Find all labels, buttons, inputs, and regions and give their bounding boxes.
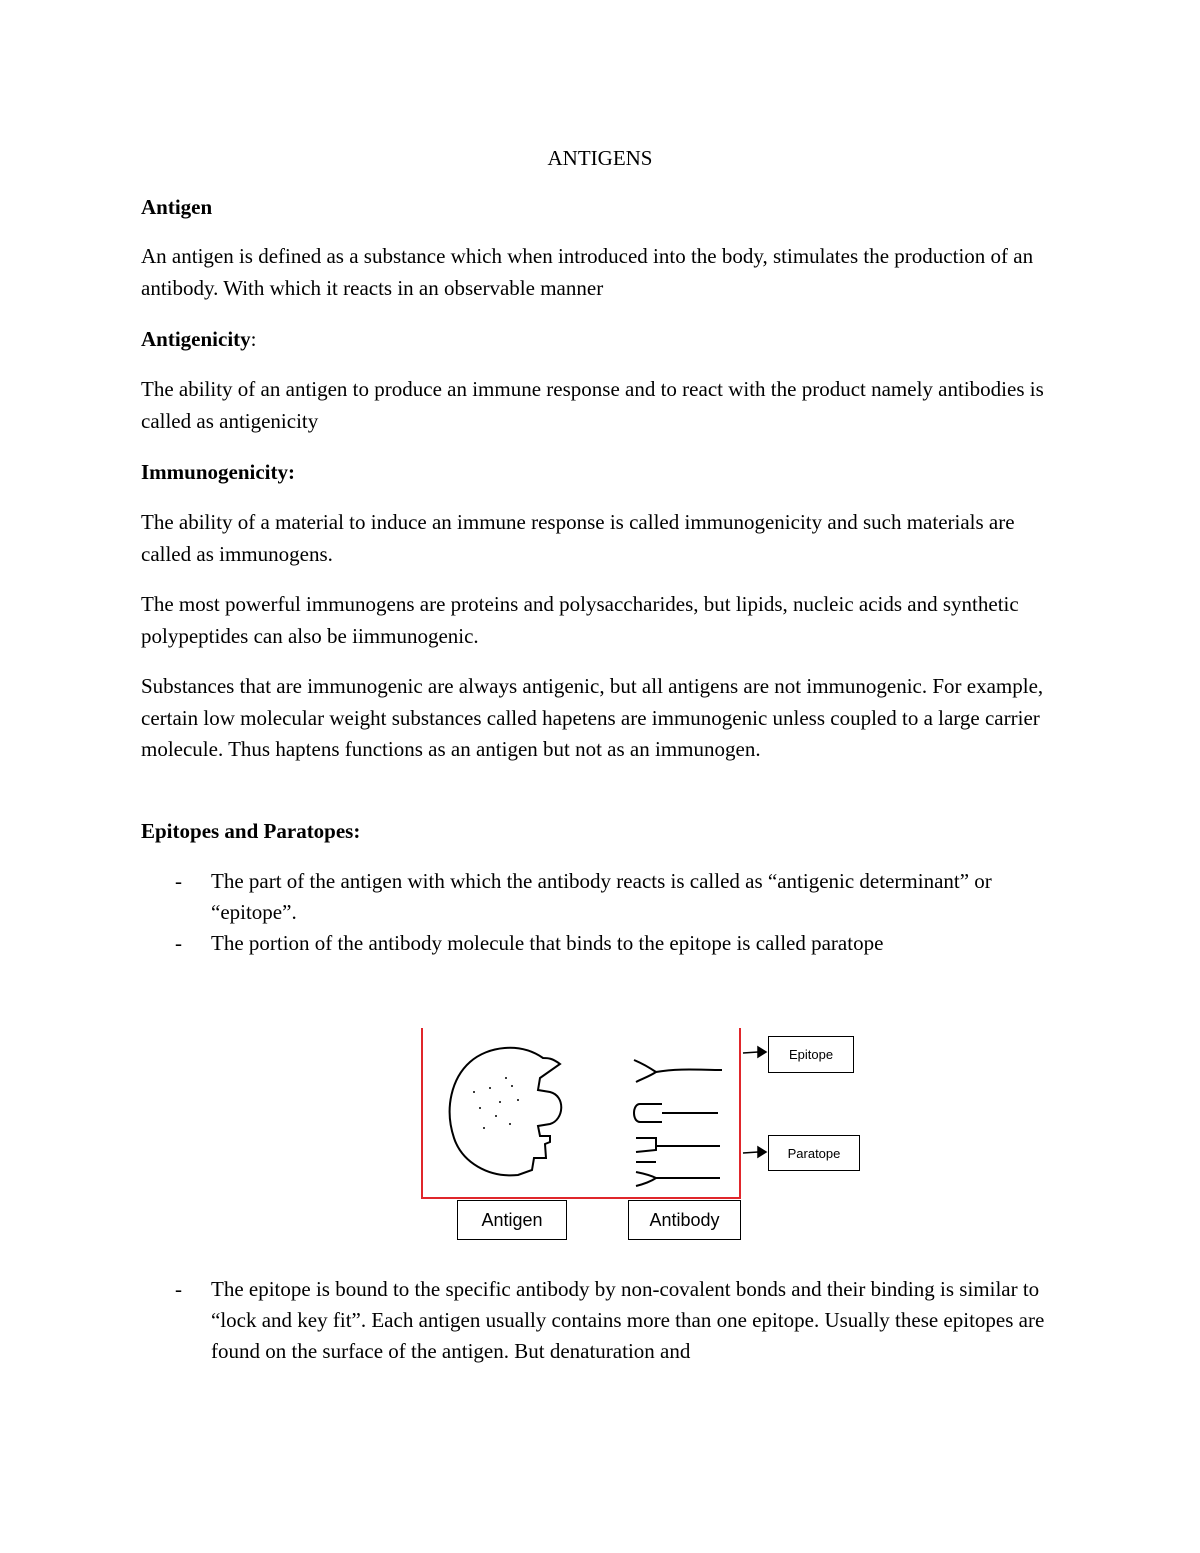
bullet-dash: - <box>175 869 182 893</box>
antigen-label: Antigen <box>457 1200 567 1240</box>
paratope-label: Paratope <box>768 1135 860 1171</box>
page-title: ANTIGENS <box>547 146 653 170</box>
bullet-text: The portion of the antibody molecule that binds to the epitope is called paratope <box>211 931 884 955</box>
substances-paragraph: Substances that are immunogenic are always antigenic, but all antigens are not immunogenic. For example, certain low molecular weight substances called hapetens are immunogenic unless coupled to a large carrier molecule. Thus haptens functions as an antigen but not as an immunogen. <box>141 674 1044 761</box>
bullet-text: The epitope is bound to the specific antibody by non-covalent bonds and their binding is similar to “lock and key fit”. Each antigen usually contains more than one epitope. Usually these epitopes are found on the surface of the antigen. But denaturation and <box>211 1277 1045 1363</box>
epitope-bullet-list <box>141 866 1061 959</box>
epitopes-heading: Epitopes and Paratopes: <box>141 819 361 843</box>
antigen-antibody-figure <box>400 1020 880 1250</box>
antigenicity-colon: : <box>250 327 257 351</box>
antigen-definition: An antigen is defined as a substance which when introduced into the body, stimulates the production of an antibody. With which it reacts in an observable manner <box>141 244 1034 300</box>
antigen-heading: Antigen <box>141 195 213 219</box>
antigen-shape-icon <box>450 1048 562 1176</box>
antigenicity-heading: Antigenicity <box>141 327 251 351</box>
bullet-dash: - <box>175 1277 182 1301</box>
bullet-text: The part of the antigen with which the antibody reacts is called as “antigenic determinant” or “epitope”. <box>211 869 992 924</box>
powerful-immunogens-paragraph: The most powerful immunogens are proteins and polysaccharides, but lipids, nucleic acids and synthetic polypeptides can also be iimmunogenic. <box>141 592 1019 648</box>
antibody-shapes-icon <box>634 1060 722 1186</box>
binding-bullet-list <box>141 1274 1061 1367</box>
antigenicity-definition: The ability of an antigen to produce an immune response and to react with the product namely antibodies is called as antigenicity <box>141 377 1044 433</box>
antibody-label: Antibody <box>628 1200 741 1240</box>
list-item <box>141 928 1061 959</box>
antigenicity-heading-line <box>141 324 1061 356</box>
list-item <box>141 1274 1061 1367</box>
epitope-label: Epitope <box>768 1036 854 1073</box>
pointer-arrows <box>743 1047 766 1157</box>
immunogenicity-definition: The ability of a material to induce an immune response is called immunogenicity and such materials are called as immunogens. <box>141 510 1015 566</box>
immunogenicity-heading: Immunogenicity: <box>141 460 295 484</box>
bullet-dash: - <box>175 931 182 955</box>
list-item <box>141 866 1061 928</box>
antigen-dots <box>473 1077 519 1129</box>
